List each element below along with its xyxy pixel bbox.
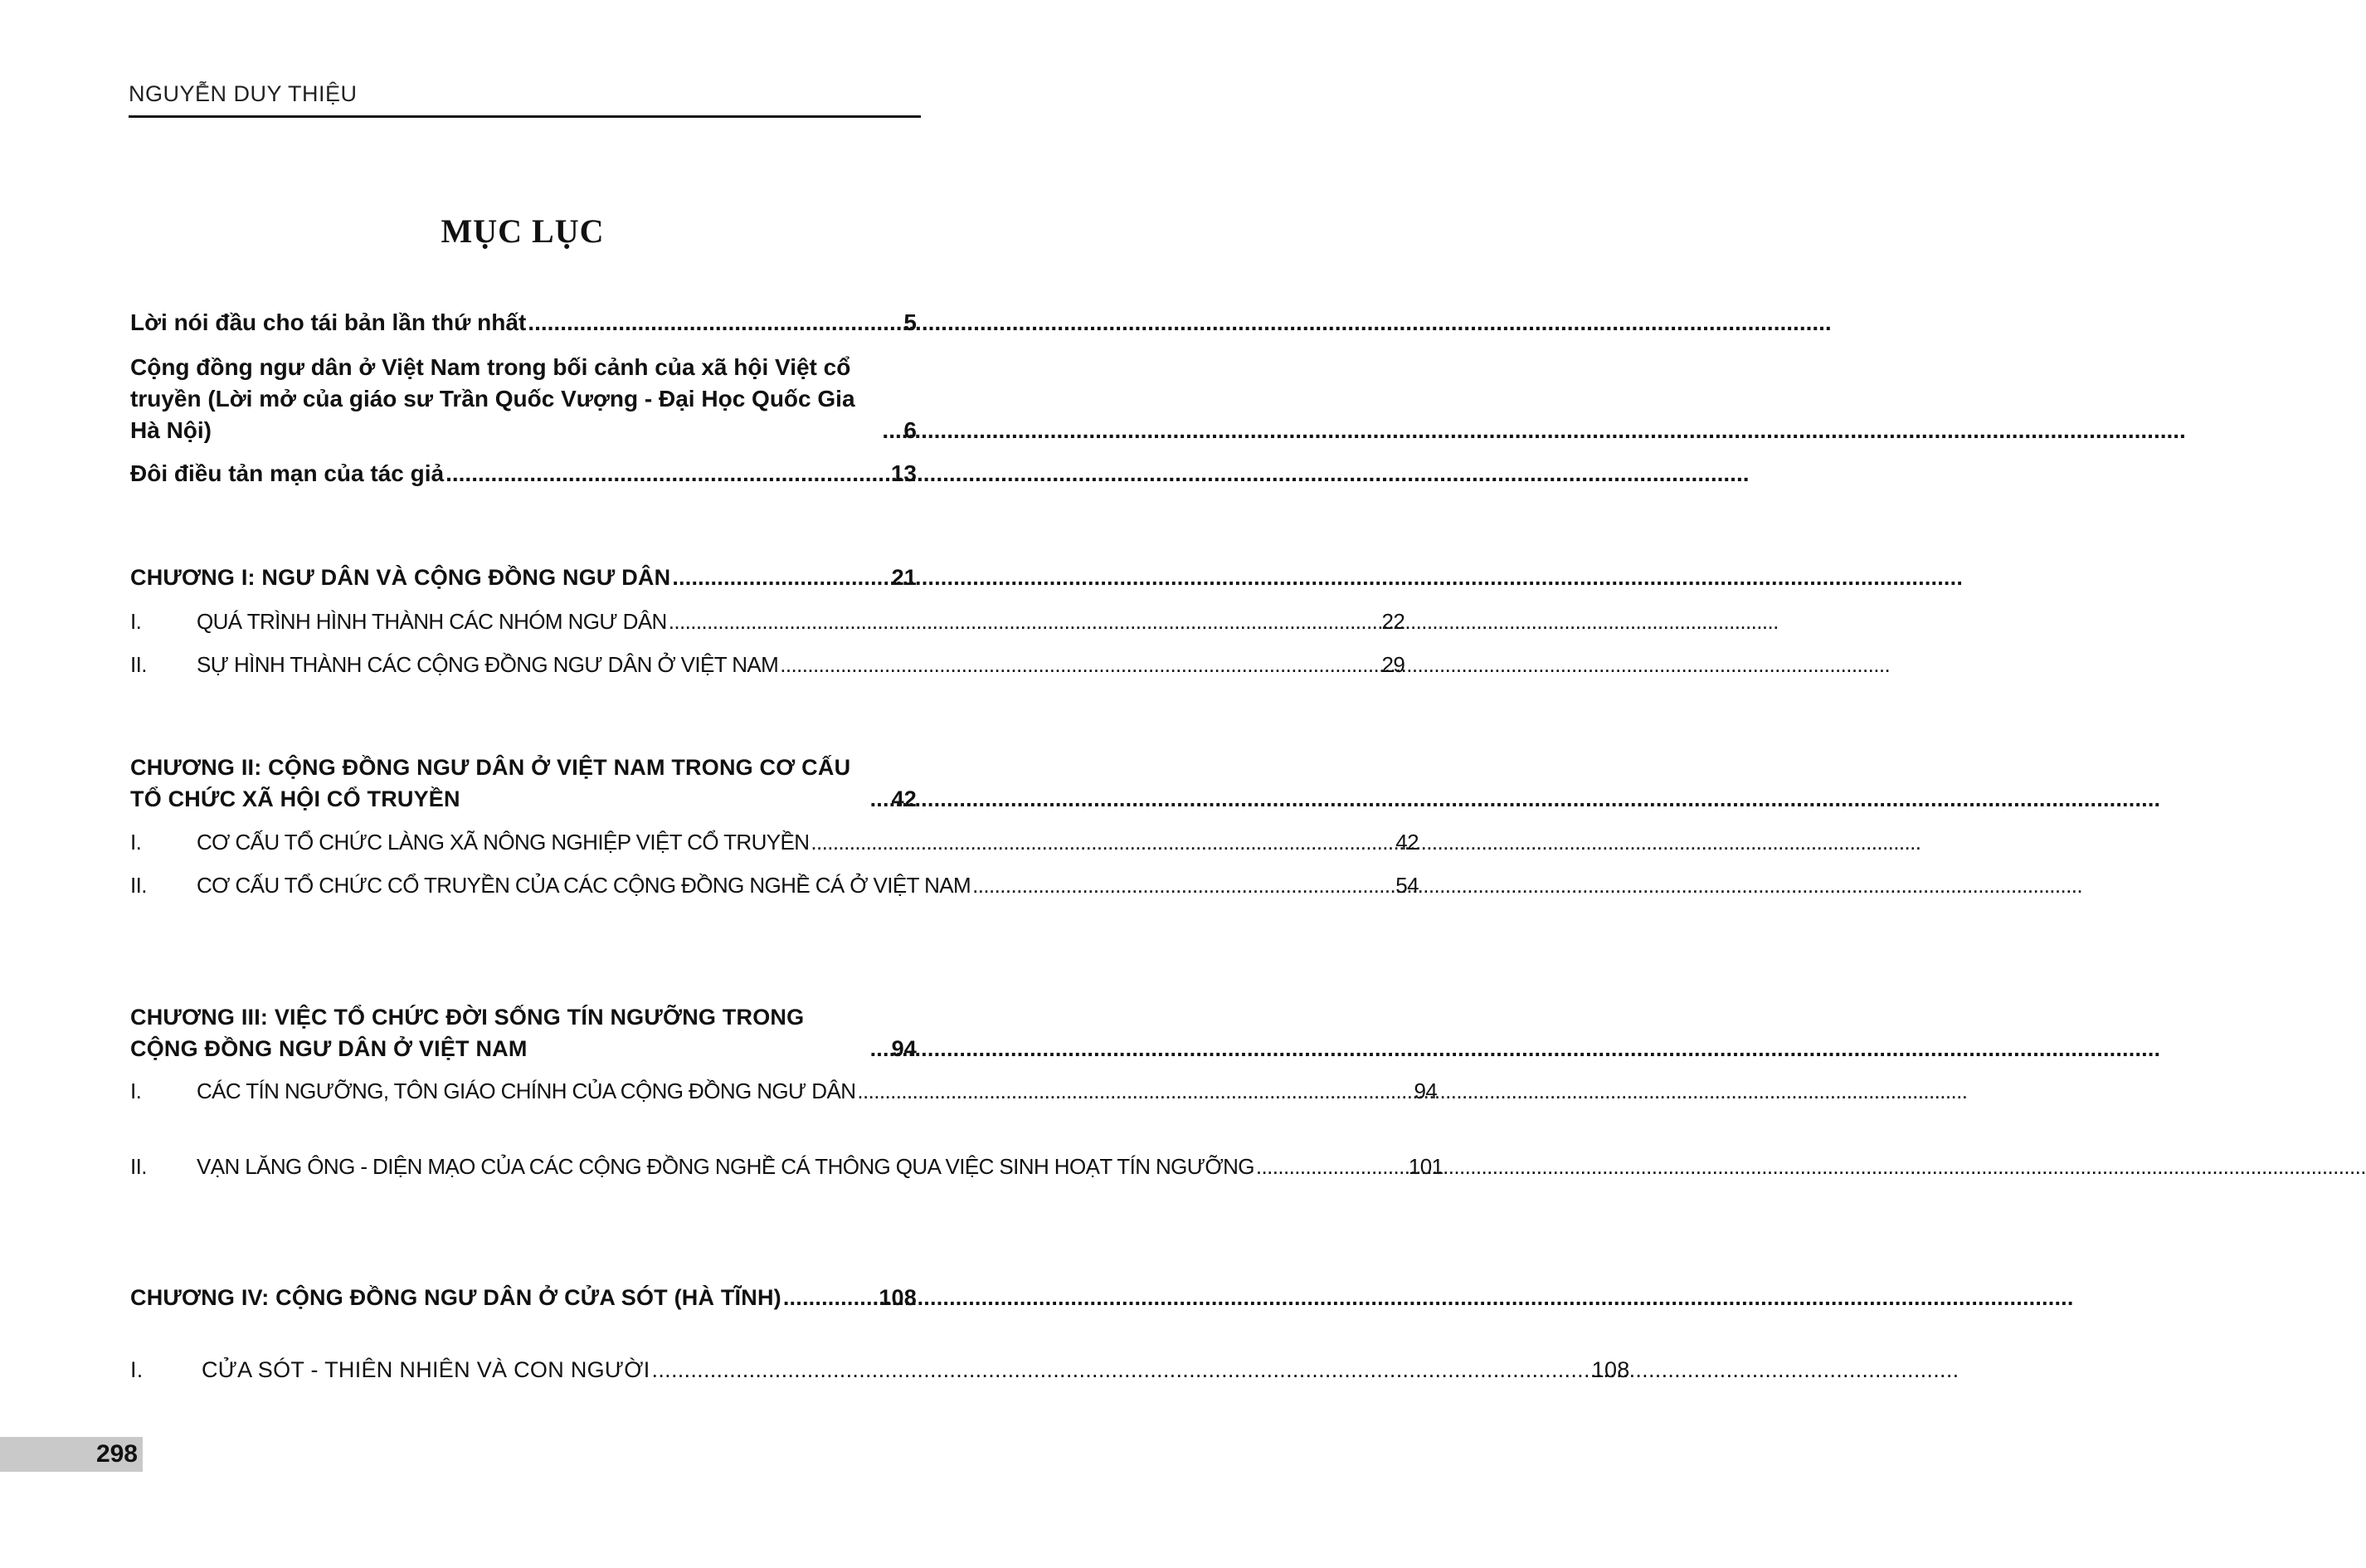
section-title: CƠ CẤU TỔ CHỨC CỔ TRUYỀN CỦA CÁC CỘNG ĐỒNG NGHỀ CÁ Ở VIỆT NAM bbox=[197, 873, 971, 898]
running-head: NGUYỄN DUY THIỆU bbox=[129, 81, 921, 118]
toc-section bbox=[130, 1076, 1438, 1106]
section-number: II. bbox=[130, 873, 147, 898]
toc-chapter-2 bbox=[130, 752, 917, 815]
toc-entry-text: Đôi điều tản mạn của tác giả bbox=[130, 460, 445, 486]
toc-entry-author-notes bbox=[130, 458, 917, 489]
toc-section bbox=[130, 870, 1419, 900]
toc-page-number: 5 bbox=[903, 309, 917, 335]
page-number: 298 bbox=[95, 1440, 138, 1468]
toc-page-number: 29 bbox=[1381, 652, 1405, 677]
chapter-title: CHƯƠNG III: VIỆC TỔ CHỨC ĐỜI SỐNG TÍN NGƯỠNG TRONG CỘNG ĐỒNG NGƯ DÂN Ở VIỆT NAM bbox=[130, 1005, 805, 1061]
toc-page-number: 94 bbox=[1414, 1079, 1438, 1103]
section-number: I. bbox=[130, 830, 142, 855]
toc-chapter-3 bbox=[130, 1001, 917, 1064]
toc-page-number: 54 bbox=[1395, 873, 1419, 898]
toc-page-number: 42 bbox=[891, 786, 917, 811]
toc-page-number: 108 bbox=[1591, 1357, 1630, 1382]
toc-section bbox=[130, 1152, 1443, 1181]
section-number: II. bbox=[130, 1154, 147, 1179]
page-number-tab bbox=[0, 1437, 143, 1472]
section-number: I. bbox=[130, 609, 142, 634]
toc-page-number: 42 bbox=[1395, 830, 1419, 855]
toc-section bbox=[130, 1355, 1630, 1385]
page-title: MỤC LỤC bbox=[441, 212, 605, 250]
toc-section bbox=[130, 606, 1405, 636]
toc-entry-text: Cộng đồng ngư dân ở Việt Nam trong bối cảnh của xã hội Việt cổ truyền (Lời mở của giáo sư Trần Quốc Vượng - Đại Học Quốc Gia Hà Nội) bbox=[130, 354, 855, 443]
toc-page-number: 94 bbox=[891, 1036, 917, 1061]
section-title: CƠ CẤU TỔ CHỨC LÀNG XÃ NÔNG NGHIỆP VIỆT CỔ TRUYỀN bbox=[197, 830, 810, 855]
toc-entry-preface bbox=[130, 307, 917, 338]
toc-page-number: 6 bbox=[903, 417, 917, 443]
toc-chapter-4 bbox=[130, 1282, 917, 1313]
section-number: II. bbox=[130, 652, 147, 677]
toc-section bbox=[130, 650, 1405, 679]
section-title: SỰ HÌNH THÀNH CÁC CỘNG ĐỒNG NGƯ DÂN Ở VIỆT NAM bbox=[197, 652, 779, 677]
toc-section bbox=[130, 827, 1419, 857]
chapter-title: CHƯƠNG II: CỘNG ĐỒNG NGƯ DÂN Ở VIỆT NAM TRONG CƠ CẤU TỔ CHỨC XÃ HỘI CỔ TRUYỀN bbox=[130, 755, 851, 811]
section-number: I. bbox=[130, 1357, 144, 1382]
section-number: I. bbox=[130, 1079, 142, 1103]
toc-page-number: 101 bbox=[1408, 1154, 1443, 1179]
toc-page-number: 108 bbox=[879, 1285, 917, 1310]
toc-page-number: 13 bbox=[890, 460, 917, 486]
toc-page-number: 22 bbox=[1381, 609, 1405, 634]
toc-page-number: 21 bbox=[891, 565, 917, 590]
chapter-title: CHƯƠNG IV: CỘNG ĐỒNG NGƯ DÂN Ở CỬA SÓT (HÀ TĨNH) bbox=[130, 1285, 781, 1310]
toc-chapter-1 bbox=[130, 562, 917, 593]
chapter-title: CHƯƠNG I: NGƯ DÂN VÀ CỘNG ĐỒNG NGƯ DÂN bbox=[130, 565, 671, 590]
toc-entry-text: Lời nói đầu cho tái bản lần thứ nhất bbox=[130, 309, 527, 335]
section-title: VẠN LĂNG ÔNG - DIỆN MẠO CỦA CÁC CỘNG ĐỒNG NGHỀ CÁ THÔNG QUA VIỆC SINH HOẠT TÍN NGƯỠNG bbox=[197, 1154, 1254, 1179]
toc-entry-foreword bbox=[130, 352, 917, 446]
section-title: QUÁ TRÌNH HÌNH THÀNH CÁC NHÓM NGƯ DÂN bbox=[197, 609, 667, 634]
section-title: CÁC TÍN NGƯỠNG, TÔN GIÁO CHÍNH CỦA CỘNG ĐỒNG NGƯ DÂN bbox=[197, 1079, 856, 1103]
section-title: CỬA SÓT - THIÊN NHIÊN VÀ CON NGƯỜI bbox=[202, 1357, 650, 1382]
